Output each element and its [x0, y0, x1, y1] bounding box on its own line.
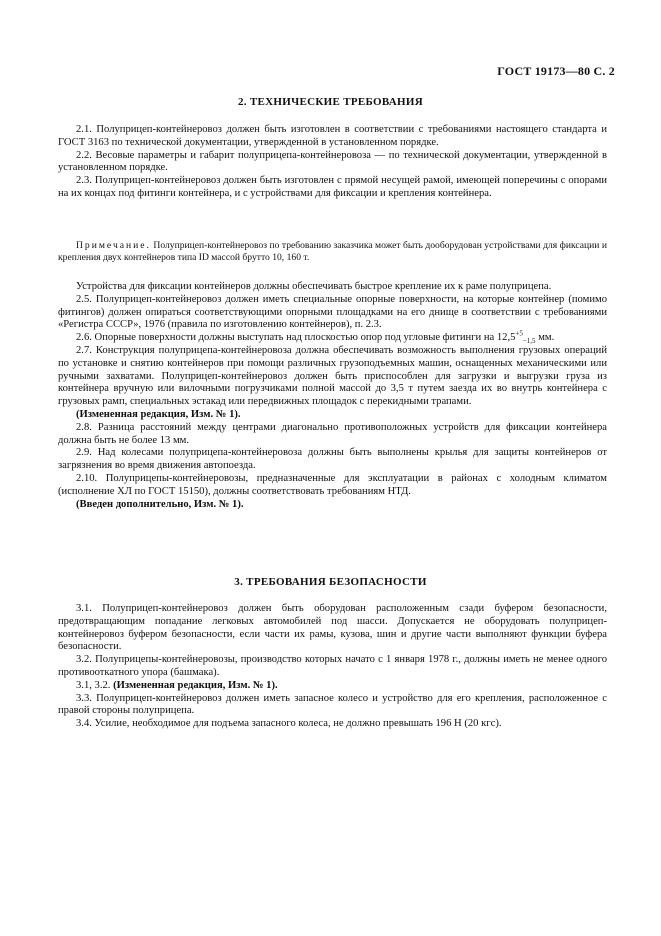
amendment-note-1: (Измененная редакция, Изм. № 1).	[76, 408, 241, 420]
paragraph-2-2: 2.2. Весовые параметры и габарит полуприцепа-контейнеровоза — по технической документации, утвержденной в установленном порядке.	[58, 149, 607, 174]
note-text: Полуприцеп-контейнеровоз по требованию заказчика может быть дооборудован устройствами для фиксации и крепления двух контейнеров типа ID массой брутто 10, 160 т.	[58, 240, 607, 263]
paragraph-3-2: 3.2. Полуприцепы-контейнеровозы, производство которых начато с 1 января 1978 г., должны иметь не менее одного противооткатного упора (башмака).	[58, 654, 607, 678]
paragraph-3-3: 3.3. Полуприцеп-контейнеровоз должен иметь запасное колесо и устройство для его крепления, расположенное с правой стороны полуприцепа.	[58, 692, 607, 717]
paragraph-3-1: 3.1. Полуприцеп-контейнеровоз должен быть оборудован расположенным сзади буфером безопасности, предотвращающим попадание легковых автомобилей под шасси. Допускается не оборудовать полуприцеп-контейнеровоз буфером безопасности, если части их рамы, кузова, шин и другие части выполняют функции буфера безопасности.	[58, 603, 607, 653]
note-label: Примечание.	[76, 240, 151, 251]
tolerance-upper: +5	[515, 329, 523, 338]
amend-prefix: 3.1, 3.2.	[76, 679, 114, 691]
section-2-block-a	[58, 124, 607, 201]
paragraph-fixation: Устройства для фиксации контейнеров должны обеспечивать быстрое крепление их к раме полуприцепа.	[76, 281, 552, 292]
paragraph-2-6-text: 2.6. Опорные поверхности должны выступать над плоскостью опор под угловые фитинги на 12,5	[76, 332, 516, 344]
section-3-title: 3. ТРЕБОВАНИЯ БЕЗОПАСНОСТИ	[234, 576, 427, 588]
paragraph-2-7: 2.7. Конструкция полуприцепа-контейнеровоза должна обеспечивать возможность выполнения грузовых операций по установке и снятию контейнеров при помощи различных грузоподъемных машин, оснащенных механическими или ручными захватами. Полуприцеп-контейнеровоз должен быть приспособлен для загрузки и выгрузки груза из контейнера вручную или вилочными погрузчиками полной массой до 3,5 т путем заезда их во внутрь контейнера с грузовых рамп, специальных эстакад или передвижных площадок с перекидными трапами.	[58, 344, 607, 408]
paragraph-2-1: 2.1. Полуприцеп-контейнеровоз должен быть изготовлен в соответствии с требованиями настоящего стандарта и ГОСТ 3163 по технической документации, утвержденной в установленном порядке.	[58, 124, 607, 148]
note-paragraph	[58, 240, 607, 264]
paragraph-2-6	[58, 329, 607, 346]
note-block	[58, 240, 607, 264]
section-3-block	[58, 603, 607, 731]
paragraph-3-1-3-2-amend	[58, 680, 607, 693]
paragraph-2-3: 2.3. Полуприцеп-контейнеровоз должен быть изготовлен с прямой несущей рамой, имеющей поперечины с опорами на их концах под фитинги контейнера, и с устройствами для фиксации и крепления контейнера.	[58, 175, 607, 199]
paragraph-2-8: 2.8. Разница расстояний между центрами диагонально противоположных устройств для фиксации контейнера должна быть не более 13 мм.	[58, 421, 607, 446]
amendment-note-2: (Измененная редакция, Изм. № 1).	[113, 679, 278, 691]
added-note-1: (Введен дополнительно, Изм. № 1).	[76, 498, 244, 510]
tolerance-lower: −1,5	[522, 337, 536, 346]
section-2-block-b	[58, 281, 607, 511]
paragraph-2-10: 2.10. Полуприцепы-контейнеровозы, предназначенные для эксплуатации в районах с холодным климатом (исполнение ХЛ по ГОСТ 15150), должны соответствовать требованиям НТД.	[58, 472, 607, 497]
section-2-title: 2. ТЕХНИЧЕСКИЕ ТРЕБОВАНИЯ	[238, 96, 423, 108]
paragraph-2-5: 2.5. Полуприцеп-контейнеровоз должен иметь специальные опорные поверхности, на которые контейнер (помимо фитингов) должен опираться соответствующими опорными площадками на его днище в соответствии с требованиями «Регистра СССР», 1976 (правила по изготовлению контейнеров), п. 2.3.	[58, 293, 607, 331]
standard-header: ГОСТ 19173—80 С. 2	[497, 64, 615, 78]
paragraph-3-4: 3.4. Усилие, необходимое для подъема запасного колеса, не должно превышать 196 Н (20 кгс).	[76, 718, 502, 730]
paragraph-2-9: 2.9. Над колесами полуприцепа-контейнеровоза должны быть выполнены крылья для защиты контейнеров от загрязнения во время движения автопоезда.	[58, 447, 607, 472]
paragraph-2-6-unit: мм.	[535, 332, 555, 344]
